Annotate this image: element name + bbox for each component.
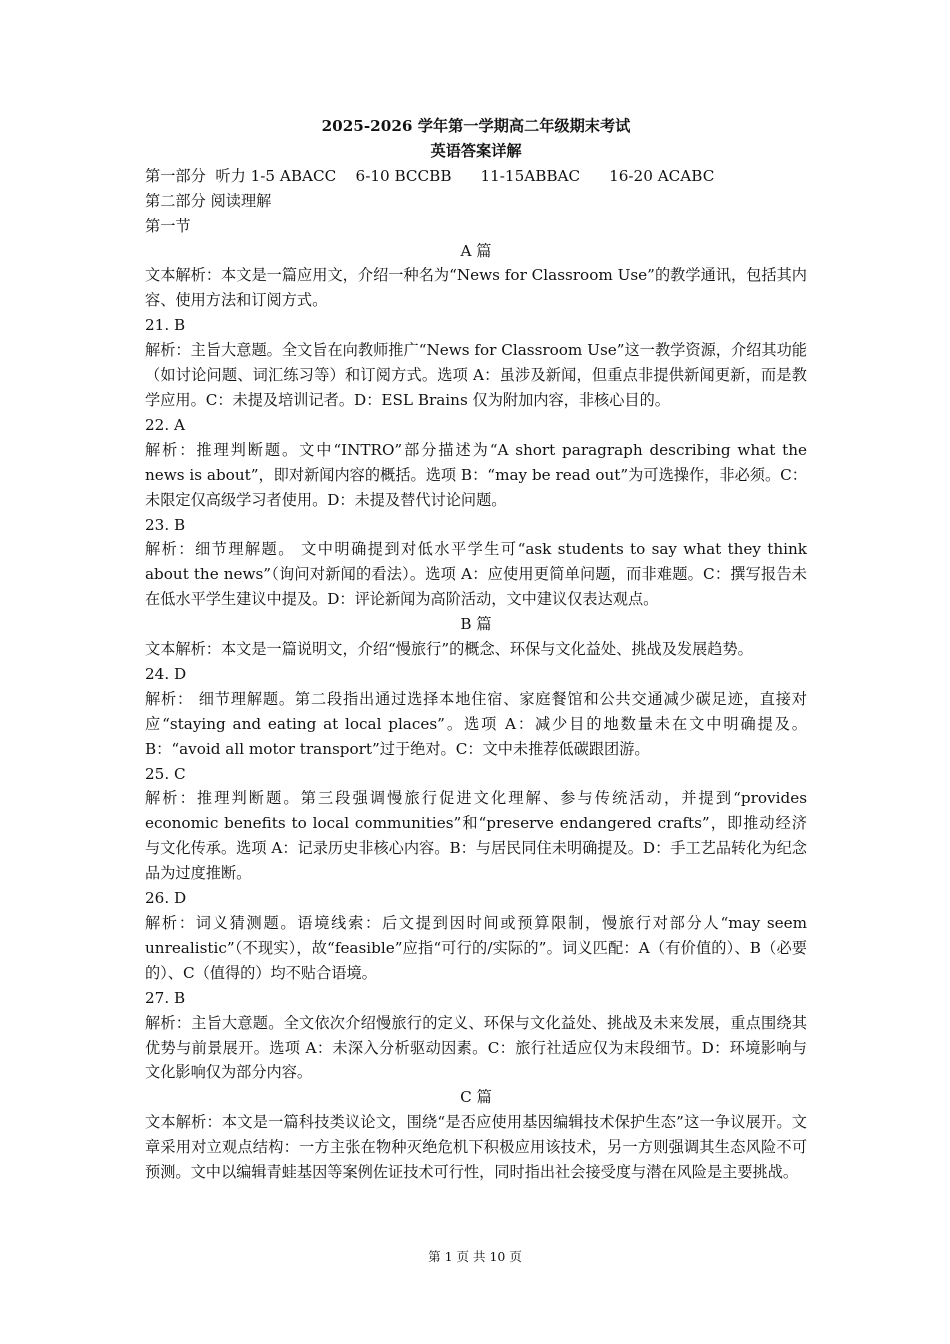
explanation-21: 解析：主旨大意题。全文旨在向教师推广“News for Classroom Use”这一教学资源，介绍其功能（如讨论问题、词汇练习等）和订阅方式。选项 A：虽涉及新闻，但重点非提供新闻更新，而是教学应用。C：未提及培训记者。D：ESL Brains 仅为附加内容，非核心目的。 <box>145 341 807 409</box>
part2-heading: 第二部分 阅读理解 <box>145 191 272 210</box>
passage-a-heading: A 篇 <box>460 241 492 260</box>
passage-b-heading: B 篇 <box>460 615 492 634</box>
explanation-27: 解析：主旨大意题。全文依次介绍慢旅行的定义、环保与文化益处、挑战及未来发展，重点围绕其优势与前景展开。选项 A：未深入分析驱动因素。C：旅行社适应仅为末段细节。D：环境影响与文化影响仅为部分内容。 <box>145 1013 807 1082</box>
answer-24: 24. D <box>145 664 187 683</box>
page-footer: 第 1 页 共 10 页 <box>428 1249 522 1264</box>
exam-subtitle: 英语答案详解 <box>430 141 522 160</box>
answer-27: 27. B <box>145 988 186 1007</box>
listening-answers: 第一部分 听力 1-5 ABACC 6-10 BCCBB 11-15ABBAC 16-20 ACABC <box>145 166 715 185</box>
answer-26: 26. D <box>145 889 187 908</box>
passage-c-intro: 文本解析：本文是一篇科技类议论文，围绕“是否应使用基因编辑技术保护生态”这一争议展开。文章采用对立观点结构：一方主张在物种灭绝危机下积极应用该技术，另一方则强调其生态风险不可预测。文中以编辑青蛙基因等案例佐证技术可行性，同时指出社会接受度与潜在风险是主要挑战。 <box>145 1113 807 1182</box>
explanation-24: 解析： 细节理解题。第二段指出通过选择本地住宿、家庭餐馆和公共交通减少碳足迹，直接对应“staying and eating at local places”。选项 A：减少目的地数量未在文中明确提及。B：“avoid all motor transport”过于绝对。C：文中未推荐低碳跟团游。 <box>145 689 807 758</box>
passage-a-intro: 文本解析：本文是一篇应用文，介绍一种名为“News for Classroom Use”的教学通讯，包括其内容、使用方法和订阅方式。 <box>145 266 807 310</box>
section1-heading: 第一节 <box>145 216 191 235</box>
explanation-26: 解析：词义猜测题。语境线索：后文提到因时间或预算限制，慢旅行对部分人“may seem unrealistic”（不现实），故“feasible”应指“可行的/实际的”。词义匹配：A（有价值的）、B（必要的）、C（值得的）均不贴合语境。 <box>145 914 807 982</box>
explanation-22: 解析：推理判断题。文中“INTRO”部分描述为“A short paragraph describing what the news is about”，即对新闻内容的概括。选项 B：“may be read out”为可选操作，非必须。C：未限定仅高级学习者使用。D：未提及替代讨论问题。 <box>145 440 807 509</box>
answer-25: 25. C <box>145 764 186 783</box>
passage-b-intro: 文本解析：本文是一篇说明文，介绍“慢旅行”的概念、环保与文化益处、挑战及发展趋势。 <box>145 640 753 659</box>
answer-23: 23. B <box>145 515 186 534</box>
explanation-25: 解析：推理判断题。第三段强调慢旅行促进文化理解、参与传统活动，并提到“provides economic benefits to local communities”和“preserve endangered crafts”，即推动经济与文化传承。选项 A：记录历史非核心内容。B：与居民同住未明确提及。D：手工艺品转化为纪念品为过度推断。 <box>145 789 807 883</box>
exam-title: 2025-2026 学年第一学期高二年级期末考试 <box>321 117 631 135</box>
document-body <box>145 114 807 1185</box>
answer-21: 21. B <box>145 316 186 335</box>
answer-22: 22. A <box>145 415 185 434</box>
explanation-23: 解析：细节理解题。 文中明确提到对低水平学生可“ask students to say what they think about the news”（询问对新闻的看法）。选项 A：应使用更简单问题，而非难题。C：撰写报告未在低水平学生建议中提及。D：评论新闻为高阶活动，文中建议仅表达观点。 <box>145 540 807 609</box>
passage-c-heading: C 篇 <box>460 1088 492 1107</box>
